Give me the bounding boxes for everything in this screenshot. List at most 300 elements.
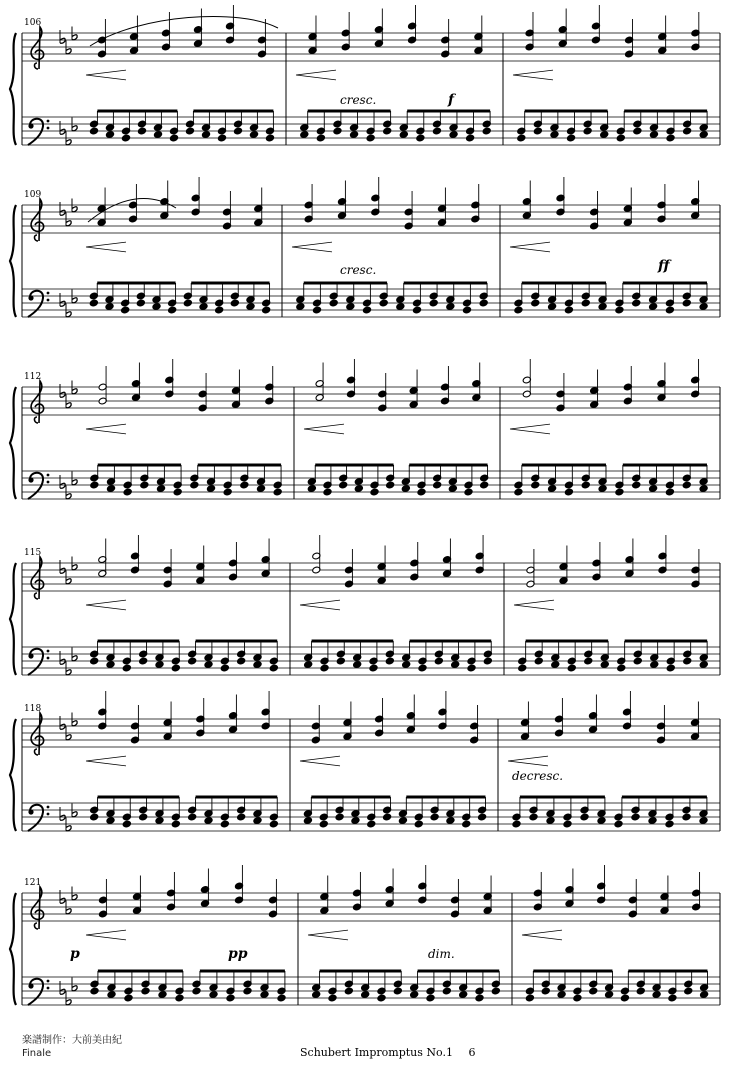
flat-bowl <box>72 207 77 212</box>
note-head <box>168 306 177 314</box>
note-head <box>383 813 392 821</box>
note-head <box>668 994 677 1002</box>
note-head <box>531 481 540 489</box>
note-head <box>262 306 271 314</box>
note-head <box>105 131 114 139</box>
note-head <box>123 488 132 496</box>
note-head <box>525 994 534 1002</box>
note-head <box>531 299 540 307</box>
hairpin <box>513 70 553 80</box>
note-head <box>567 134 576 142</box>
note-head <box>320 664 329 672</box>
note-head <box>567 664 576 672</box>
note-head <box>401 485 410 493</box>
note-head <box>90 987 99 995</box>
bass-clef-dot <box>47 292 50 295</box>
note-head <box>296 303 305 311</box>
note-head <box>183 299 192 307</box>
note-head <box>269 664 278 672</box>
note-head <box>534 657 543 665</box>
flat-bowl <box>66 312 71 317</box>
note-head <box>188 657 197 665</box>
brace <box>10 205 16 317</box>
note-head <box>581 481 590 489</box>
note-head <box>700 991 709 999</box>
music-system <box>10 177 720 317</box>
note-head <box>478 813 487 821</box>
note-head <box>379 299 388 307</box>
note-head <box>442 987 451 995</box>
measure-number: 118 <box>24 704 42 714</box>
hairpin <box>522 930 562 940</box>
flat-bowl <box>60 568 65 573</box>
note-head <box>636 987 645 995</box>
note-head <box>652 991 661 999</box>
note-head <box>215 306 224 314</box>
flat-bowl <box>60 301 65 306</box>
note-head <box>533 127 542 135</box>
note-head <box>600 661 609 669</box>
flat-bowl <box>66 49 71 54</box>
note-head <box>124 994 133 1002</box>
bass-clef-dot <box>47 813 50 816</box>
note-head <box>605 991 614 999</box>
flat-bowl <box>66 909 71 914</box>
note-head <box>563 820 572 828</box>
note-head <box>446 817 455 825</box>
flat-icon <box>60 121 65 134</box>
note-head <box>246 303 255 311</box>
note-head <box>541 987 550 995</box>
flat-icon <box>60 30 65 43</box>
note-head <box>354 485 363 493</box>
note-head <box>304 661 313 669</box>
flat-bowl <box>60 989 65 994</box>
hairpin <box>300 600 340 610</box>
flat-bowl <box>60 724 65 729</box>
note-head <box>666 134 675 142</box>
flat-bowl <box>60 815 65 820</box>
note-head <box>265 134 274 142</box>
music-system <box>10 691 720 831</box>
note-head <box>617 664 626 672</box>
note-head <box>316 134 325 142</box>
flat-bowl <box>66 403 71 408</box>
note-head <box>564 306 573 314</box>
note-head <box>240 481 249 489</box>
brace <box>10 33 16 145</box>
note-head <box>361 991 370 999</box>
note-head <box>370 488 379 496</box>
note-head <box>269 820 278 828</box>
note-head <box>699 817 708 825</box>
note-head <box>175 994 184 1002</box>
note-head <box>192 987 201 995</box>
note-head <box>106 661 115 669</box>
hairpin <box>308 930 348 940</box>
note-head <box>699 131 708 139</box>
note-head <box>139 657 148 665</box>
bass-clef-dot <box>47 474 50 477</box>
flat-icon <box>60 716 65 729</box>
note-head <box>106 485 115 493</box>
note-head <box>426 994 435 1002</box>
treble-staff <box>22 205 720 233</box>
note-head <box>277 994 286 1002</box>
music-system <box>10 535 720 675</box>
music-system <box>10 865 720 1005</box>
note-head <box>223 488 232 496</box>
note-head <box>418 664 427 672</box>
hairpin <box>508 756 548 766</box>
flat-bowl <box>72 565 77 570</box>
flat-bowl <box>72 298 77 303</box>
note-head <box>546 817 555 825</box>
dynamic-marking: ff <box>658 258 670 274</box>
brace <box>10 893 16 1005</box>
note-head <box>139 813 148 821</box>
flat-bowl <box>72 35 77 40</box>
note-head <box>491 987 500 995</box>
bass-clef-dot <box>28 809 33 814</box>
note-head <box>449 131 458 139</box>
note-head <box>598 303 607 311</box>
note-head <box>385 657 394 665</box>
note-head <box>683 127 692 135</box>
note-head <box>597 817 606 825</box>
note-head <box>648 817 657 825</box>
brace <box>10 563 16 675</box>
software-name: Finale <box>22 1048 52 1059</box>
note-head <box>329 299 338 307</box>
note-head <box>514 488 523 496</box>
note-head <box>233 127 242 135</box>
dynamic-marking: p <box>70 946 80 962</box>
note-head <box>105 303 114 311</box>
bass-clef-dot <box>47 657 50 660</box>
note-head <box>666 664 675 672</box>
note-head <box>171 664 180 672</box>
flat-bowl <box>66 670 71 675</box>
note-head <box>482 127 491 135</box>
note-head <box>204 661 213 669</box>
flat-icon <box>60 293 65 306</box>
note-head <box>475 994 484 1002</box>
note-head <box>122 664 131 672</box>
note-head <box>480 481 489 489</box>
brace <box>10 719 16 831</box>
note-head <box>220 820 229 828</box>
note-head <box>548 485 557 493</box>
note-head <box>209 991 218 999</box>
note-head <box>633 127 642 135</box>
note-head <box>598 485 607 493</box>
note-head <box>683 657 692 665</box>
hairpin <box>300 756 340 766</box>
flat-bowl <box>60 483 65 488</box>
note-head <box>398 817 407 825</box>
note-head <box>367 820 376 828</box>
hairpin <box>510 242 550 252</box>
flat-bowl <box>66 221 71 226</box>
note-head <box>351 817 360 825</box>
note-head <box>631 813 640 821</box>
note-head <box>580 813 589 821</box>
note-head <box>451 661 460 669</box>
note-head <box>446 303 455 311</box>
note-head <box>199 303 208 311</box>
note-head <box>615 488 624 496</box>
note-head <box>620 994 629 1002</box>
note-head <box>649 485 658 493</box>
slur <box>90 16 278 46</box>
note-head <box>462 820 471 828</box>
flat-bowl <box>72 986 77 991</box>
note-head <box>344 987 353 995</box>
dynamic-marking: pp <box>228 946 248 962</box>
note-head <box>479 299 488 307</box>
hairpin <box>86 70 126 80</box>
flat-icon <box>60 651 65 664</box>
bass-clef-dot <box>28 295 33 300</box>
note-head <box>226 994 235 1002</box>
hairpin <box>514 600 554 610</box>
note-head <box>684 987 693 995</box>
note-head <box>464 488 473 496</box>
note-head <box>188 813 197 821</box>
note-head <box>220 664 229 672</box>
treble-staff <box>22 893 720 921</box>
note-head <box>600 131 609 139</box>
note-head <box>273 488 282 496</box>
bass-clef-dot <box>47 127 50 130</box>
note-head <box>249 131 258 139</box>
flat-bowl <box>66 579 71 584</box>
note-head <box>573 994 582 1002</box>
bass-clef-icon <box>28 119 43 145</box>
note-head <box>141 987 150 995</box>
note-head <box>336 657 345 665</box>
note-head <box>350 131 359 139</box>
flat-bowl <box>66 1000 71 1005</box>
note-head <box>90 481 99 489</box>
flat-icon <box>60 890 65 903</box>
treble-staff <box>22 563 720 591</box>
bass-clef-icon <box>28 805 43 831</box>
note-head <box>682 481 691 489</box>
dynamic-marking: cresc. <box>340 93 377 107</box>
note-head <box>386 481 395 489</box>
note-head <box>518 664 527 672</box>
note-head <box>429 299 438 307</box>
note-head <box>169 134 178 142</box>
note-head <box>140 481 149 489</box>
note-head <box>121 306 130 314</box>
note-head <box>185 127 194 135</box>
note-head <box>217 134 226 142</box>
flat-bowl <box>60 898 65 903</box>
hairpin <box>304 424 344 434</box>
note-head <box>171 820 180 828</box>
note-head <box>237 813 246 821</box>
flat-icon <box>60 981 65 994</box>
note-head <box>206 485 215 493</box>
note-head <box>122 820 131 828</box>
note-head <box>346 303 355 311</box>
note-head <box>467 664 476 672</box>
bass-clef-dot <box>47 806 50 809</box>
dynamic-marking: dim. <box>428 947 455 961</box>
hairpin <box>86 930 126 940</box>
note-head <box>260 991 269 999</box>
note-head <box>448 485 457 493</box>
flat-bowl <box>72 895 77 900</box>
note-head <box>89 299 98 307</box>
bass-clef-dot <box>47 481 50 484</box>
bass-clef-dot <box>28 123 33 128</box>
note-head <box>402 661 411 669</box>
flat-icon <box>60 560 65 573</box>
bass-clef-dot <box>28 983 33 988</box>
note-head <box>699 303 708 311</box>
flat-bowl <box>66 826 71 831</box>
note-head <box>204 817 213 825</box>
footer-credit <box>22 1034 122 1060</box>
flat-bowl <box>66 735 71 740</box>
measure-number: 112 <box>24 372 42 382</box>
note-head <box>90 657 99 665</box>
note-head <box>649 303 658 311</box>
note-head <box>319 820 328 828</box>
hairpin <box>296 70 336 80</box>
note-head <box>173 488 182 496</box>
note-head <box>153 131 162 139</box>
note-head <box>155 661 164 669</box>
note-head <box>616 134 625 142</box>
flat-bowl <box>66 140 71 145</box>
note-head <box>107 991 116 999</box>
note-head <box>369 664 378 672</box>
piece-title: Schubert Impromptus No.1 <box>300 1046 453 1059</box>
treble-staff <box>22 387 720 415</box>
note-head <box>462 306 471 314</box>
note-head <box>650 661 659 669</box>
note-head <box>564 488 573 496</box>
flat-bowl <box>72 656 77 661</box>
music-system <box>10 5 720 145</box>
treble-staff <box>22 33 720 61</box>
note-head <box>434 657 443 665</box>
note-head <box>699 661 708 669</box>
note-head <box>649 131 658 139</box>
note-head <box>396 303 405 311</box>
note-head <box>253 817 262 825</box>
note-head <box>253 661 262 669</box>
note-head <box>106 817 115 825</box>
note-head <box>550 131 559 139</box>
note-head <box>632 481 641 489</box>
bass-clef-dot <box>28 477 33 482</box>
note-head <box>417 488 426 496</box>
flat-bowl <box>72 480 77 485</box>
flat-bowl <box>60 659 65 664</box>
note-head <box>584 657 593 665</box>
bass-clef-icon <box>28 473 43 499</box>
hairpin <box>292 242 332 252</box>
note-head <box>633 657 642 665</box>
note-head <box>589 987 598 995</box>
note-head <box>89 127 98 135</box>
bass-clef-icon <box>28 979 43 1005</box>
note-head <box>581 299 590 307</box>
note-head <box>230 299 239 307</box>
music-system <box>10 359 720 499</box>
bass-clef-dot <box>47 650 50 653</box>
note-head <box>412 306 421 314</box>
note-head <box>366 134 375 142</box>
note-head <box>362 306 371 314</box>
note-head <box>201 131 210 139</box>
flat-bowl <box>72 721 77 726</box>
note-head <box>529 813 538 821</box>
flat-icon <box>60 202 65 215</box>
flat-bowl <box>72 812 77 817</box>
flat-icon <box>60 475 65 488</box>
note-head <box>416 134 425 142</box>
note-head <box>137 127 146 135</box>
treble-staff <box>22 719 720 747</box>
note-head <box>614 820 623 828</box>
flat-bowl <box>60 129 65 134</box>
note-head <box>303 817 312 825</box>
note-head <box>699 485 708 493</box>
brace <box>10 387 16 499</box>
measure-number: 115 <box>24 548 42 558</box>
note-head <box>377 994 386 1002</box>
note-head <box>433 481 442 489</box>
note-head <box>237 657 246 665</box>
hairpin <box>510 424 550 434</box>
note-head <box>383 127 392 135</box>
bass-clef-icon <box>28 649 43 675</box>
measure-number: 109 <box>24 190 42 200</box>
note-head <box>517 134 526 142</box>
bass-clef-dot <box>47 120 50 123</box>
note-head <box>136 299 145 307</box>
note-head <box>312 991 321 999</box>
note-head <box>551 661 560 669</box>
note-head <box>243 987 252 995</box>
note-head <box>459 991 468 999</box>
note-head <box>583 127 592 135</box>
bass-clef-dot <box>47 299 50 302</box>
measure-number: 106 <box>24 18 42 28</box>
bass-clef-dot <box>47 980 50 983</box>
note-head <box>339 481 348 489</box>
note-head <box>300 131 309 139</box>
note-head <box>307 485 316 493</box>
note-head <box>665 488 674 496</box>
flat-bowl <box>66 494 71 499</box>
note-head <box>399 131 408 139</box>
note-head <box>256 485 265 493</box>
note-head <box>665 820 674 828</box>
note-head <box>514 306 523 314</box>
hairpin <box>86 242 126 252</box>
note-head <box>557 991 566 999</box>
flat-bowl <box>72 126 77 131</box>
hairpin <box>86 424 126 434</box>
